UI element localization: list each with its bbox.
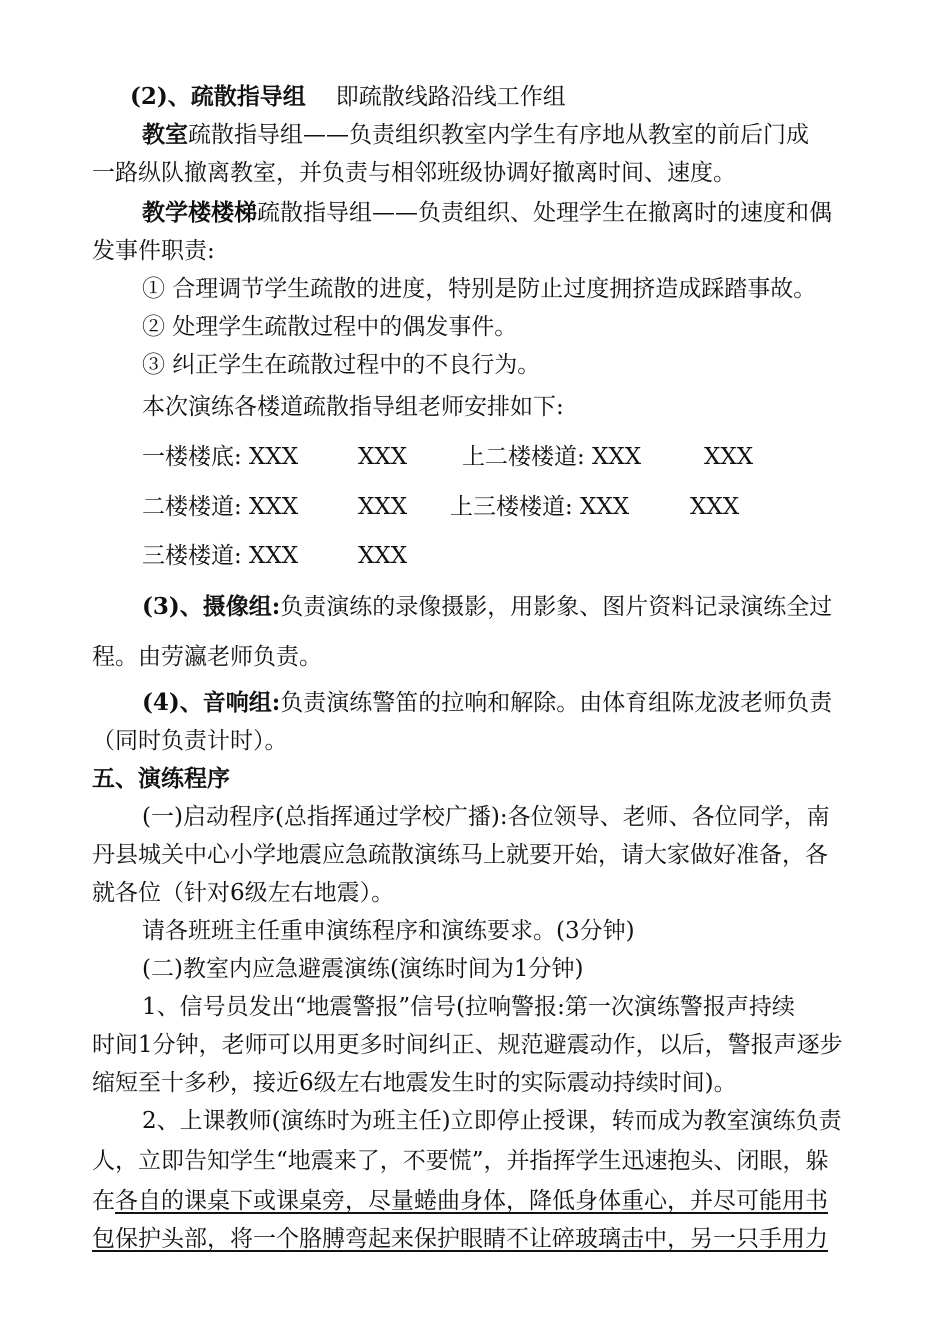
section-5-heading: 五、演练程序 [92,765,230,792]
paragraph-line: 时间1分钟，老师可以用更多时间纠正、规范避震动作，以后，警报声逐步 [92,1032,843,1058]
paragraph-line: 就各位（针对6级左右地震）。 [92,880,395,906]
staff-cell: 上三楼楼道: XXX [450,494,630,520]
section-2-heading [130,82,566,112]
paragraph-line: 程。由劳瀛老师负责。 [92,644,322,670]
section-2-title: (2)、疏散指导组 [130,83,306,110]
paragraph-line [142,198,832,228]
staff-cell: XXX [690,494,740,520]
text-span: 疏散指导组——负责组织教室内学生有序地从教室的前后门成 [188,122,809,148]
text-span: 负责演练的录像摄影，用影象、图片资料记录演练全过 [280,594,833,620]
list-item: ② 处理学生疏散过程中的偶发事件。 [142,314,518,340]
bold-term: 教室 [142,121,188,148]
paragraph-line: (二)教室内应急避震演练(演练时间为1分钟) [142,956,584,982]
paragraph-line: 发事件职责: [92,238,215,264]
bold-term: (3)、摄像组: [142,593,281,620]
paragraph-line: 请各班班主任重申演练程序和演练要求。(3分钟) [142,918,635,944]
text-span: 疏散指导组——负责组织、处理学生在撤离时的速度和偶 [257,200,832,226]
bold-term: (4)、音响组: [142,689,281,716]
list-item: ① 合理调节学生疏散的进度，特别是防止过度拥挤造成踩踏事故。 [142,276,817,302]
staff-cell: 一楼楼底: XXX [142,444,299,470]
staff-cell: 上二楼楼道: XXX [462,444,642,470]
paragraph-line: 1、信号员发出“地震警报”信号(拉响警报:第一次演练警报声持续 [142,994,795,1020]
paragraph-line: 本次演练各楼道疏散指导组老师安排如下: [142,394,564,420]
list-item: ③ 纠正学生在疏散过程中的不良行为。 [142,352,541,378]
paragraph-line: 2、上课教师(演练时为班主任)立即停止授课，转而成为教室演练负责 [142,1108,842,1134]
paragraph-line: 缩短至十多秒，接近6级左右地震发生时的实际震动持续时间)。 [92,1070,737,1096]
paragraph-line: (一)启动程序(总指挥通过学校广播):各位领导、老师、各位同学，南 [142,804,830,830]
paragraph-line: （同时负责计时）。 [92,728,288,754]
section-4-line [142,688,832,718]
section-2-subtitle: 即疏散线路沿线工作组 [335,84,566,110]
text-span: 负责演练警笛的拉响和解除。由体育组陈龙波老师负责 [280,690,833,716]
paragraph-line: 丹县城关中心小学地震应急疏散演练马上就要开始，请大家做好准备，各 [92,842,828,868]
paragraph-line: 一路纵队撤离教室，并负责与相邻班级协调好撤离时间、速度。 [92,160,736,186]
staff-cell: XXX [358,444,408,470]
text-span: 在 [92,1188,115,1214]
bold-term: 教学楼楼梯 [142,199,257,226]
section-3-line [142,592,832,622]
staff-cell: XXX [358,494,408,520]
underlined-text: 各自的课桌下或课桌旁，尽量蜷曲身体，降低身体重心，并尽可能用书 [115,1188,828,1214]
paragraph-line [142,120,809,150]
underlined-line: 包保护头部，将一个胳膊弯起来保护眼睛不让碎玻璃击中，另一只手用力 [92,1226,828,1252]
paragraph-line: 人，立即告知学生“地震来了，不要慌”，并指挥学生迅速抱头、闭眼，躲 [92,1148,829,1174]
paragraph-line [92,1186,828,1216]
staff-cell: 二楼楼道: XXX [142,494,299,520]
staff-cell: XXX [358,543,408,569]
staff-cell: 三楼楼道: XXX [142,543,299,569]
staff-cell: XXX [704,444,754,470]
